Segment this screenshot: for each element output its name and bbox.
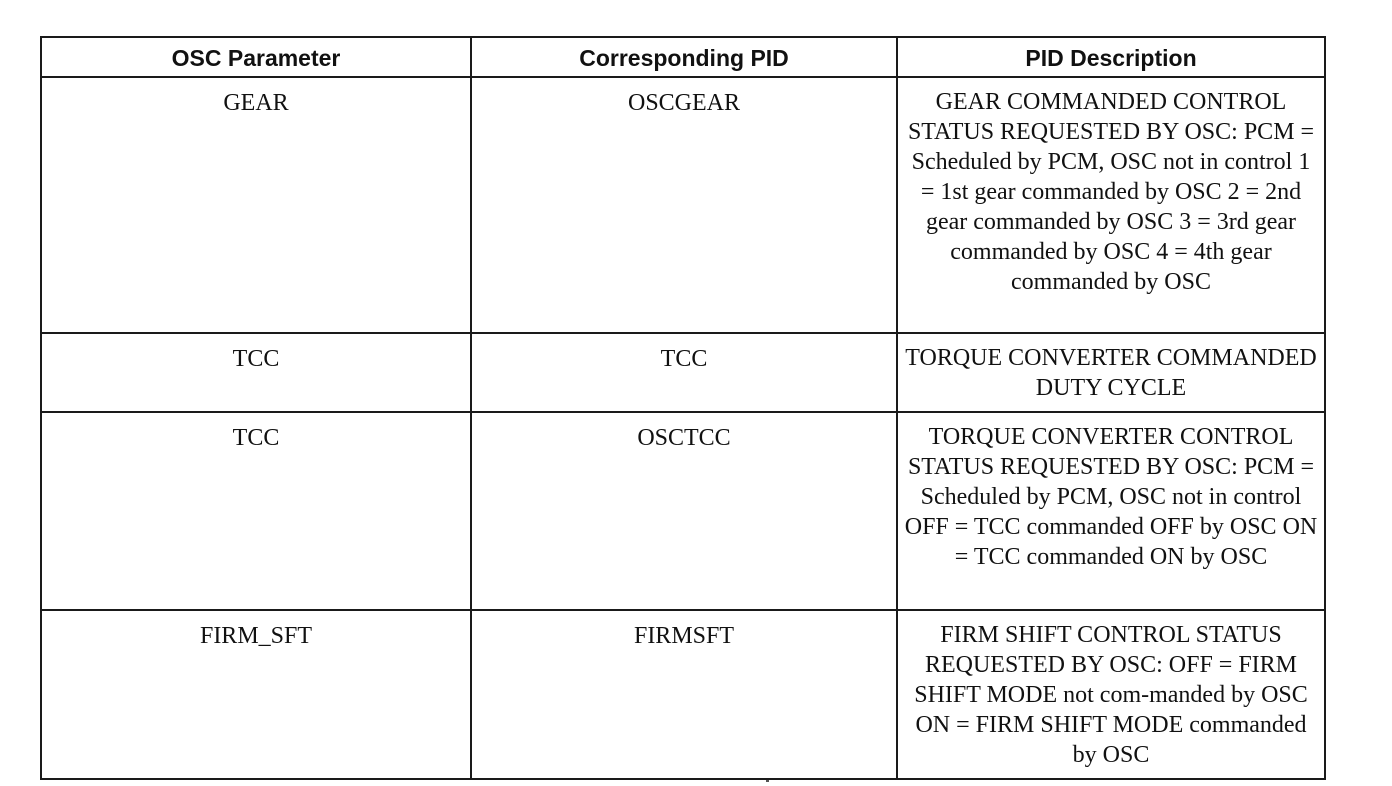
header-corresponding-pid: Corresponding PID [471, 37, 897, 77]
table-row [41, 333, 1325, 412]
osc-parameter-cell: TCC [41, 333, 471, 412]
pid-description-cell: TORQUE CONVERTER CONTROL STATUS REQUESTED BY OSC: PCM = Scheduled by PCM, OSC not in control OFF = TCC commanded OFF by OSC ON = TCC commanded ON by OSC [897, 412, 1325, 610]
pid-description-cell: FIRM SHIFT CONTROL STATUS REQUESTED BY OSC: OFF = FIRM SHIFT MODE not com-manded by OSC ON = FIRM SHIFT MODE commanded by OSC [897, 610, 1325, 779]
table-row [41, 412, 1325, 610]
pid-cell: OSCGEAR [471, 77, 897, 333]
table-row [41, 610, 1325, 779]
pid-description-cell: TORQUE CONVERTER COMMANDED DUTY CYCLE [897, 333, 1325, 412]
pid-cell: FIRMSFT [471, 610, 897, 779]
pid-cell: TCC [471, 333, 897, 412]
header-osc-parameter: OSC Parameter [41, 37, 471, 77]
osc-parameter-cell: GEAR [41, 77, 471, 333]
pid-cell: OSCTCC [471, 412, 897, 610]
osc-parameter-cell: FIRM_SFT [41, 610, 471, 779]
header-pid-description: PID Description [897, 37, 1325, 77]
table-header-row [41, 37, 1325, 77]
pid-description-cell: GEAR COMMANDED CONTROL STATUS REQUESTED BY OSC: PCM = Scheduled by PCM, OSC not in control 1 = 1st gear commanded by OSC 2 = 2nd gear commanded by OSC 3 = 3rd gear commanded by OSC 4 = 4th gear commanded by OSC [897, 77, 1325, 333]
osc-parameter-cell: TCC [41, 412, 471, 610]
scan-speck [766, 780, 769, 782]
table-row [41, 77, 1325, 333]
osc-parameter-table [40, 36, 1326, 780]
